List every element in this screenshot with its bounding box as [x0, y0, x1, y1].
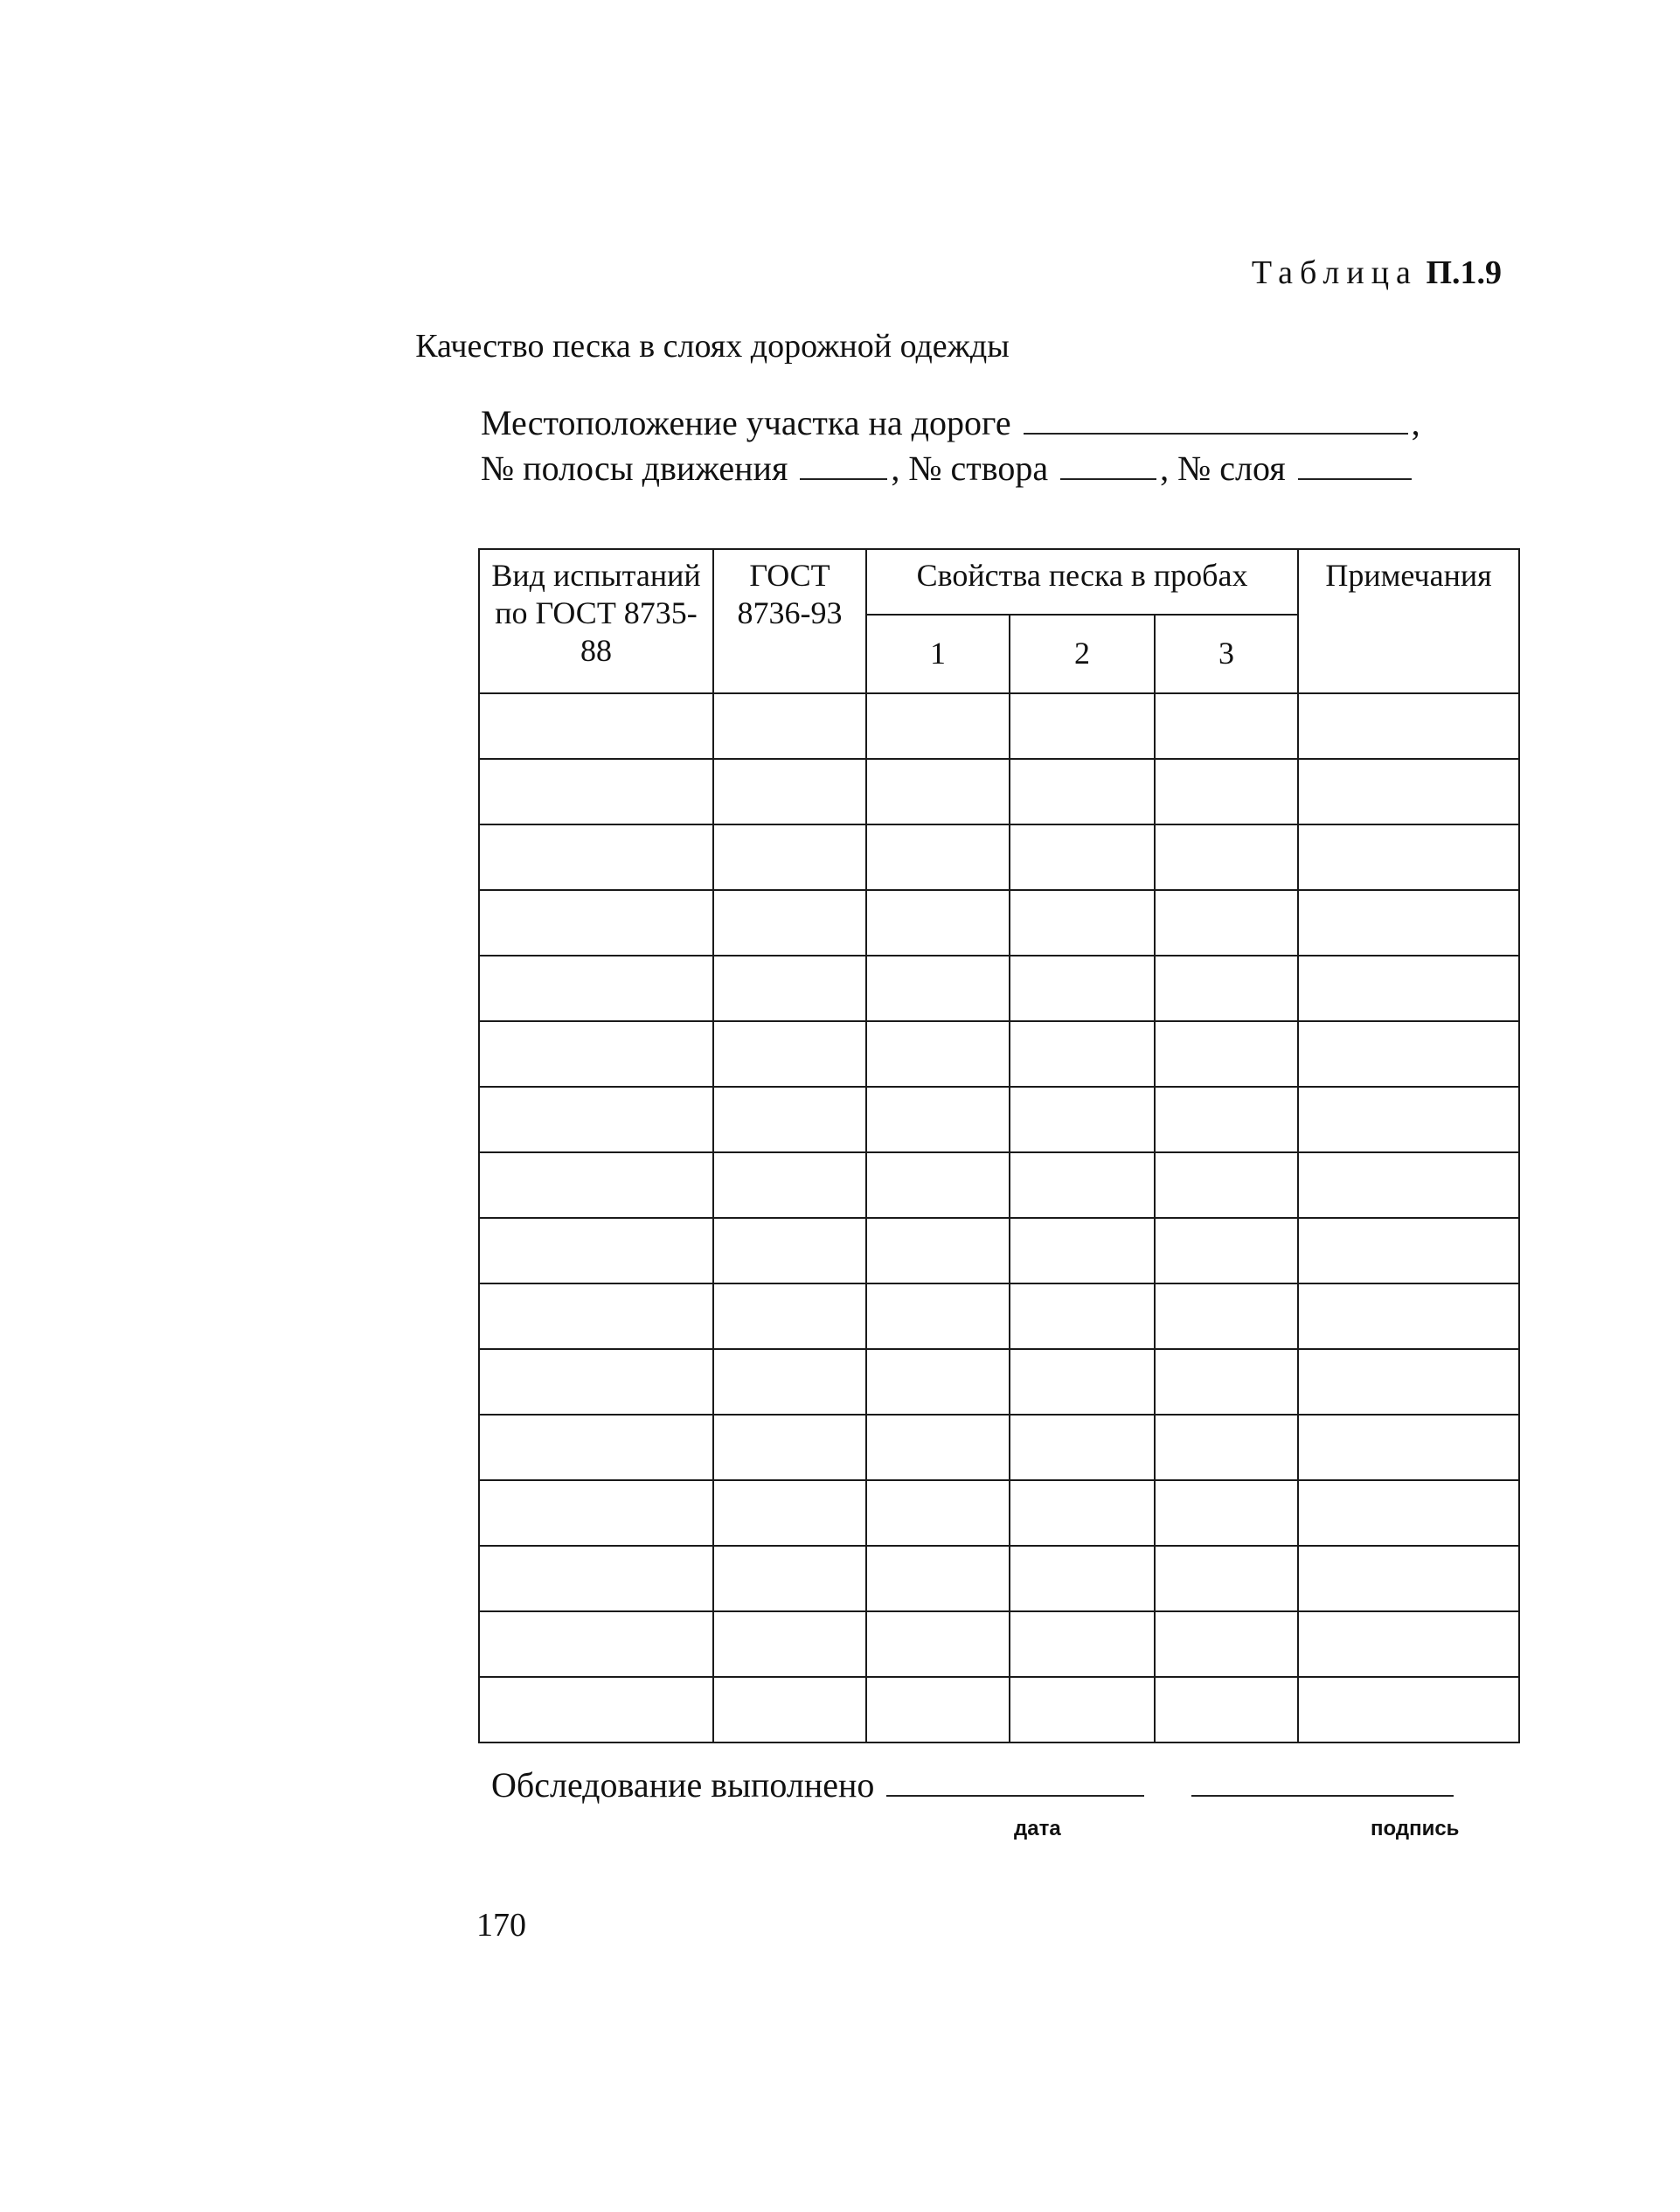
cell-test-type[interactable] — [479, 1152, 713, 1218]
header-notes: Примечания — [1298, 549, 1519, 693]
cell-sample-2[interactable] — [1010, 1152, 1155, 1218]
cell-sample-2[interactable] — [1010, 1218, 1155, 1283]
cell-test-type[interactable] — [479, 1283, 713, 1349]
cell-notes[interactable] — [1298, 824, 1519, 890]
cell-test-type[interactable] — [479, 1218, 713, 1283]
cell-notes[interactable] — [1298, 1218, 1519, 1283]
table-row — [479, 1021, 1519, 1087]
table-row — [479, 1218, 1519, 1283]
cell-sample-3[interactable] — [1155, 1611, 1298, 1677]
cell-sample-2[interactable] — [1010, 693, 1155, 759]
cell-test-type[interactable] — [479, 1677, 713, 1742]
cell-gost[interactable] — [713, 1546, 866, 1611]
cell-sample-1[interactable] — [866, 1283, 1010, 1349]
header-sample-2: 2 — [1010, 615, 1155, 693]
cell-sample-2[interactable] — [1010, 1611, 1155, 1677]
cell-sample-2[interactable] — [1010, 1349, 1155, 1415]
page-number: 170 — [476, 1907, 526, 1944]
lane-field[interactable] — [800, 449, 887, 480]
cell-gost[interactable] — [713, 1283, 866, 1349]
cell-sample-2[interactable] — [1010, 759, 1155, 824]
cell-gost[interactable] — [713, 1087, 866, 1152]
cell-gost[interactable] — [713, 956, 866, 1021]
cell-sample-2[interactable] — [1010, 890, 1155, 956]
cell-notes[interactable] — [1298, 1283, 1519, 1349]
cell-test-type[interactable] — [479, 956, 713, 1021]
cell-sample-3[interactable] — [1155, 759, 1298, 824]
table-row — [479, 1611, 1519, 1677]
table-row — [479, 956, 1519, 1021]
header-sample-3: 3 — [1155, 615, 1298, 693]
table-row — [479, 1349, 1519, 1415]
cell-test-type[interactable] — [479, 1611, 713, 1677]
header-properties: Свойства песка в пробах — [866, 549, 1298, 615]
cell-sample-1[interactable] — [866, 1218, 1010, 1283]
cell-test-type[interactable] — [479, 693, 713, 759]
cell-notes[interactable] — [1298, 1480, 1519, 1546]
cell-sample-2[interactable] — [1010, 1021, 1155, 1087]
cell-sample-3[interactable] — [1155, 1218, 1298, 1283]
cell-sample-2[interactable] — [1010, 1546, 1155, 1611]
table-row — [479, 1480, 1519, 1546]
cell-sample-2[interactable] — [1010, 956, 1155, 1021]
cell-test-type[interactable] — [479, 759, 713, 824]
signature-field[interactable] — [1191, 1769, 1454, 1797]
cell-sample-1[interactable] — [866, 1349, 1010, 1415]
cell-sample-3[interactable] — [1155, 1677, 1298, 1742]
cell-notes[interactable] — [1298, 956, 1519, 1021]
table-row — [479, 1087, 1519, 1152]
cell-gost[interactable] — [713, 1677, 866, 1742]
table-number: П.1.9 — [1426, 254, 1502, 291]
cell-sample-3[interactable] — [1155, 1415, 1298, 1480]
cell-test-type[interactable] — [479, 890, 713, 956]
table-word: Таблица — [1251, 254, 1418, 291]
cell-gost[interactable] — [713, 890, 866, 956]
cell-gost[interactable] — [713, 759, 866, 824]
cell-sample-1[interactable] — [866, 1677, 1010, 1742]
cell-gost[interactable] — [713, 1152, 866, 1218]
cell-sample-2[interactable] — [1010, 1415, 1155, 1480]
document-title: Качество песка в слоях дорожной одежды — [415, 328, 1010, 365]
cell-sample-3[interactable] — [1155, 1087, 1298, 1152]
cell-test-type[interactable] — [479, 1415, 713, 1480]
cell-sample-3[interactable] — [1155, 1480, 1298, 1546]
table-row — [479, 1415, 1519, 1480]
cell-gost[interactable] — [713, 824, 866, 890]
cell-test-type[interactable] — [479, 1021, 713, 1087]
cell-notes[interactable] — [1298, 1087, 1519, 1152]
cell-gost[interactable] — [713, 1415, 866, 1480]
cell-notes[interactable] — [1298, 890, 1519, 956]
cell-gost[interactable] — [713, 1218, 866, 1283]
cell-sample-1[interactable] — [866, 824, 1010, 890]
cell-sample-3[interactable] — [1155, 1349, 1298, 1415]
location-label: Местоположение участка на дороге — [481, 403, 1011, 442]
cell-test-type[interactable] — [479, 1349, 713, 1415]
location-separator: , — [1411, 403, 1420, 442]
cell-sample-1[interactable] — [866, 693, 1010, 759]
header-test-type: Вид испытаний по ГОСТ 8735-88 — [479, 549, 713, 693]
cell-sample-1[interactable] — [866, 1480, 1010, 1546]
table-row — [479, 824, 1519, 890]
table-row — [479, 890, 1519, 956]
cell-gost[interactable] — [713, 1021, 866, 1087]
cell-sample-2[interactable] — [1010, 824, 1155, 890]
date-field[interactable] — [886, 1769, 1144, 1797]
cell-sample-3[interactable] — [1155, 1283, 1298, 1349]
cell-notes[interactable] — [1298, 693, 1519, 759]
cell-sample-1[interactable] — [866, 1415, 1010, 1480]
cell-notes[interactable] — [1298, 1546, 1519, 1611]
header-gost: ГОСТ 8736-93 — [713, 549, 866, 693]
cell-sample-1[interactable] — [866, 759, 1010, 824]
cell-sample-3[interactable] — [1155, 1546, 1298, 1611]
layer-label: , № слоя — [1160, 449, 1286, 488]
cell-notes[interactable] — [1298, 1152, 1519, 1218]
cell-sample-2[interactable] — [1010, 1283, 1155, 1349]
table-row — [479, 1152, 1519, 1218]
header-sample-1: 1 — [866, 615, 1010, 693]
section-field[interactable] — [1060, 449, 1156, 480]
table-row — [479, 1677, 1519, 1742]
cell-sample-3[interactable] — [1155, 1021, 1298, 1087]
table-row — [479, 1283, 1519, 1349]
table-body — [479, 693, 1519, 1742]
cell-sample-1[interactable] — [866, 1152, 1010, 1218]
cell-sample-1[interactable] — [866, 890, 1010, 956]
cell-gost[interactable] — [713, 1480, 866, 1546]
lane-section-layer-line — [481, 448, 1415, 489]
table-row — [479, 759, 1519, 824]
cell-sample-3[interactable] — [1155, 1152, 1298, 1218]
cell-sample-1[interactable] — [866, 1546, 1010, 1611]
cell-gost[interactable] — [713, 693, 866, 759]
cell-test-type[interactable] — [479, 1546, 713, 1611]
location-field[interactable] — [1024, 403, 1408, 435]
cell-test-type[interactable] — [479, 1087, 713, 1152]
cell-notes[interactable] — [1298, 1415, 1519, 1480]
signature-caption: подпись — [1371, 1817, 1460, 1840]
cell-test-type[interactable] — [479, 824, 713, 890]
cell-sample-1[interactable] — [866, 1611, 1010, 1677]
cell-notes[interactable] — [1298, 1021, 1519, 1087]
date-caption: дата — [1014, 1817, 1061, 1840]
cell-gost[interactable] — [713, 1611, 866, 1677]
cell-sample-2[interactable] — [1010, 1087, 1155, 1152]
cell-gost[interactable] — [713, 1349, 866, 1415]
survey-label: Обследование выполнено — [491, 1765, 875, 1805]
cell-sample-1[interactable] — [866, 956, 1010, 1021]
cell-sample-3[interactable] — [1155, 956, 1298, 1021]
location-line — [481, 402, 1420, 443]
table-row — [479, 1546, 1519, 1611]
cell-notes[interactable] — [1298, 759, 1519, 824]
cell-notes[interactable] — [1298, 1349, 1519, 1415]
cell-sample-1[interactable] — [866, 1021, 1010, 1087]
layer-field[interactable] — [1298, 449, 1412, 480]
cell-sample-2[interactable] — [1010, 1480, 1155, 1546]
lane-label: № полосы движения — [481, 449, 788, 488]
sand-quality-table — [478, 548, 1520, 1743]
cell-sample-1[interactable] — [866, 1087, 1010, 1152]
table-reference — [1252, 254, 1502, 292]
table-row — [479, 693, 1519, 759]
cell-sample-3[interactable] — [1155, 824, 1298, 890]
cell-sample-3[interactable] — [1155, 890, 1298, 956]
section-label: , № створа — [891, 449, 1049, 488]
cell-notes[interactable] — [1298, 1677, 1519, 1742]
cell-notes[interactable] — [1298, 1611, 1519, 1677]
cell-sample-3[interactable] — [1155, 693, 1298, 759]
cell-test-type[interactable] — [479, 1480, 713, 1546]
survey-line — [491, 1764, 1457, 1805]
cell-sample-2[interactable] — [1010, 1677, 1155, 1742]
